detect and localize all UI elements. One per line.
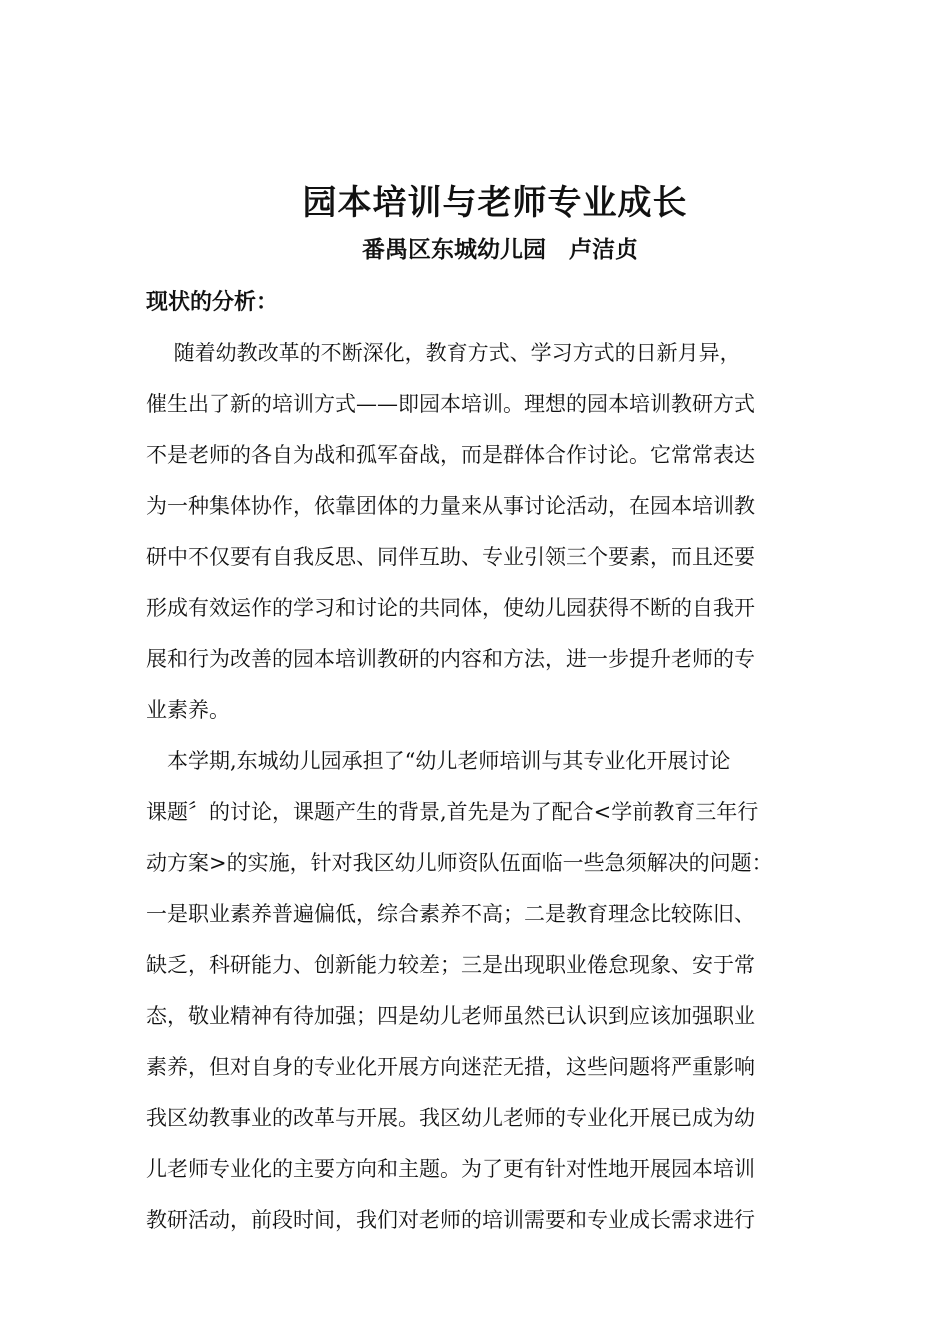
body-line: 课题〞的讨论，课题产生的背景,首先是为了配合<学前教育三年行 [146, 800, 759, 824]
body-line: 催生出了新的培训方式——即园本培训。理想的园本培训教研方式 [146, 392, 755, 416]
body-line: 研中不仅要有自我反思、同伴互助、专业引领三个要素，而且还要 [146, 545, 755, 569]
body-text [146, 328, 826, 1246]
body-line: 素养，但对自身的专业化开展方向迷茫无措，这些问题将严重影响 [146, 1055, 755, 1079]
body-line: 态，敬业精神有待加强；四是幼儿老师虽然已认识到应该加强职业 [146, 1004, 755, 1028]
body-line: 本学期,东城幼儿园承担了“幼儿老师培训与其专业化开展讨论 [146, 749, 731, 773]
body-line: 教研活动，前段时间，我们对老师的培训需要和专业成长需求进行 [146, 1208, 755, 1232]
body-line: 为一种集体协作，依靠团体的力量来从事讨论活动，在园本培训教 [146, 494, 755, 518]
body-line: 不是老师的各自为战和孤军奋战，而是群体合作讨论。它常常表达 [146, 443, 755, 467]
body-line: 儿老师专业化的主要方向和主题。为了更有针对性地开展园本培训 [146, 1157, 755, 1181]
author-line: 番禺区东城幼儿园 卢洁贞 [362, 236, 638, 263]
body-line: 展和行为改善的园本培训教研的内容和方法，进一步提升老师的专 [146, 647, 755, 671]
section-heading: 现状的分析： [146, 289, 279, 315]
body-line: 形成有效运作的学习和讨论的共同体，使幼儿园获得不断的自我开 [146, 596, 755, 620]
body-line: 动方案>的实施，针对我区幼儿师资队伍面临一些急须解决的问题： [146, 851, 773, 875]
body-line: 业素养。 [146, 698, 230, 722]
document-title: 园本培训与老师专业成长 [302, 183, 688, 223]
body-line: 我区幼教事业的改革与开展。我区幼儿老师的专业化开展已成为幼 [146, 1106, 755, 1130]
body-line: 缺乏，科研能力、创新能力较差；三是出现职业倦怠现象、安于常 [146, 953, 755, 977]
body-line: 一是职业素养普遍偏低，综合素养不高；二是教育理念比较陈旧、 [146, 902, 755, 926]
body-line: 随着幼教改革的不断深化，教育方式、学习方式的日新月异， [146, 341, 741, 365]
